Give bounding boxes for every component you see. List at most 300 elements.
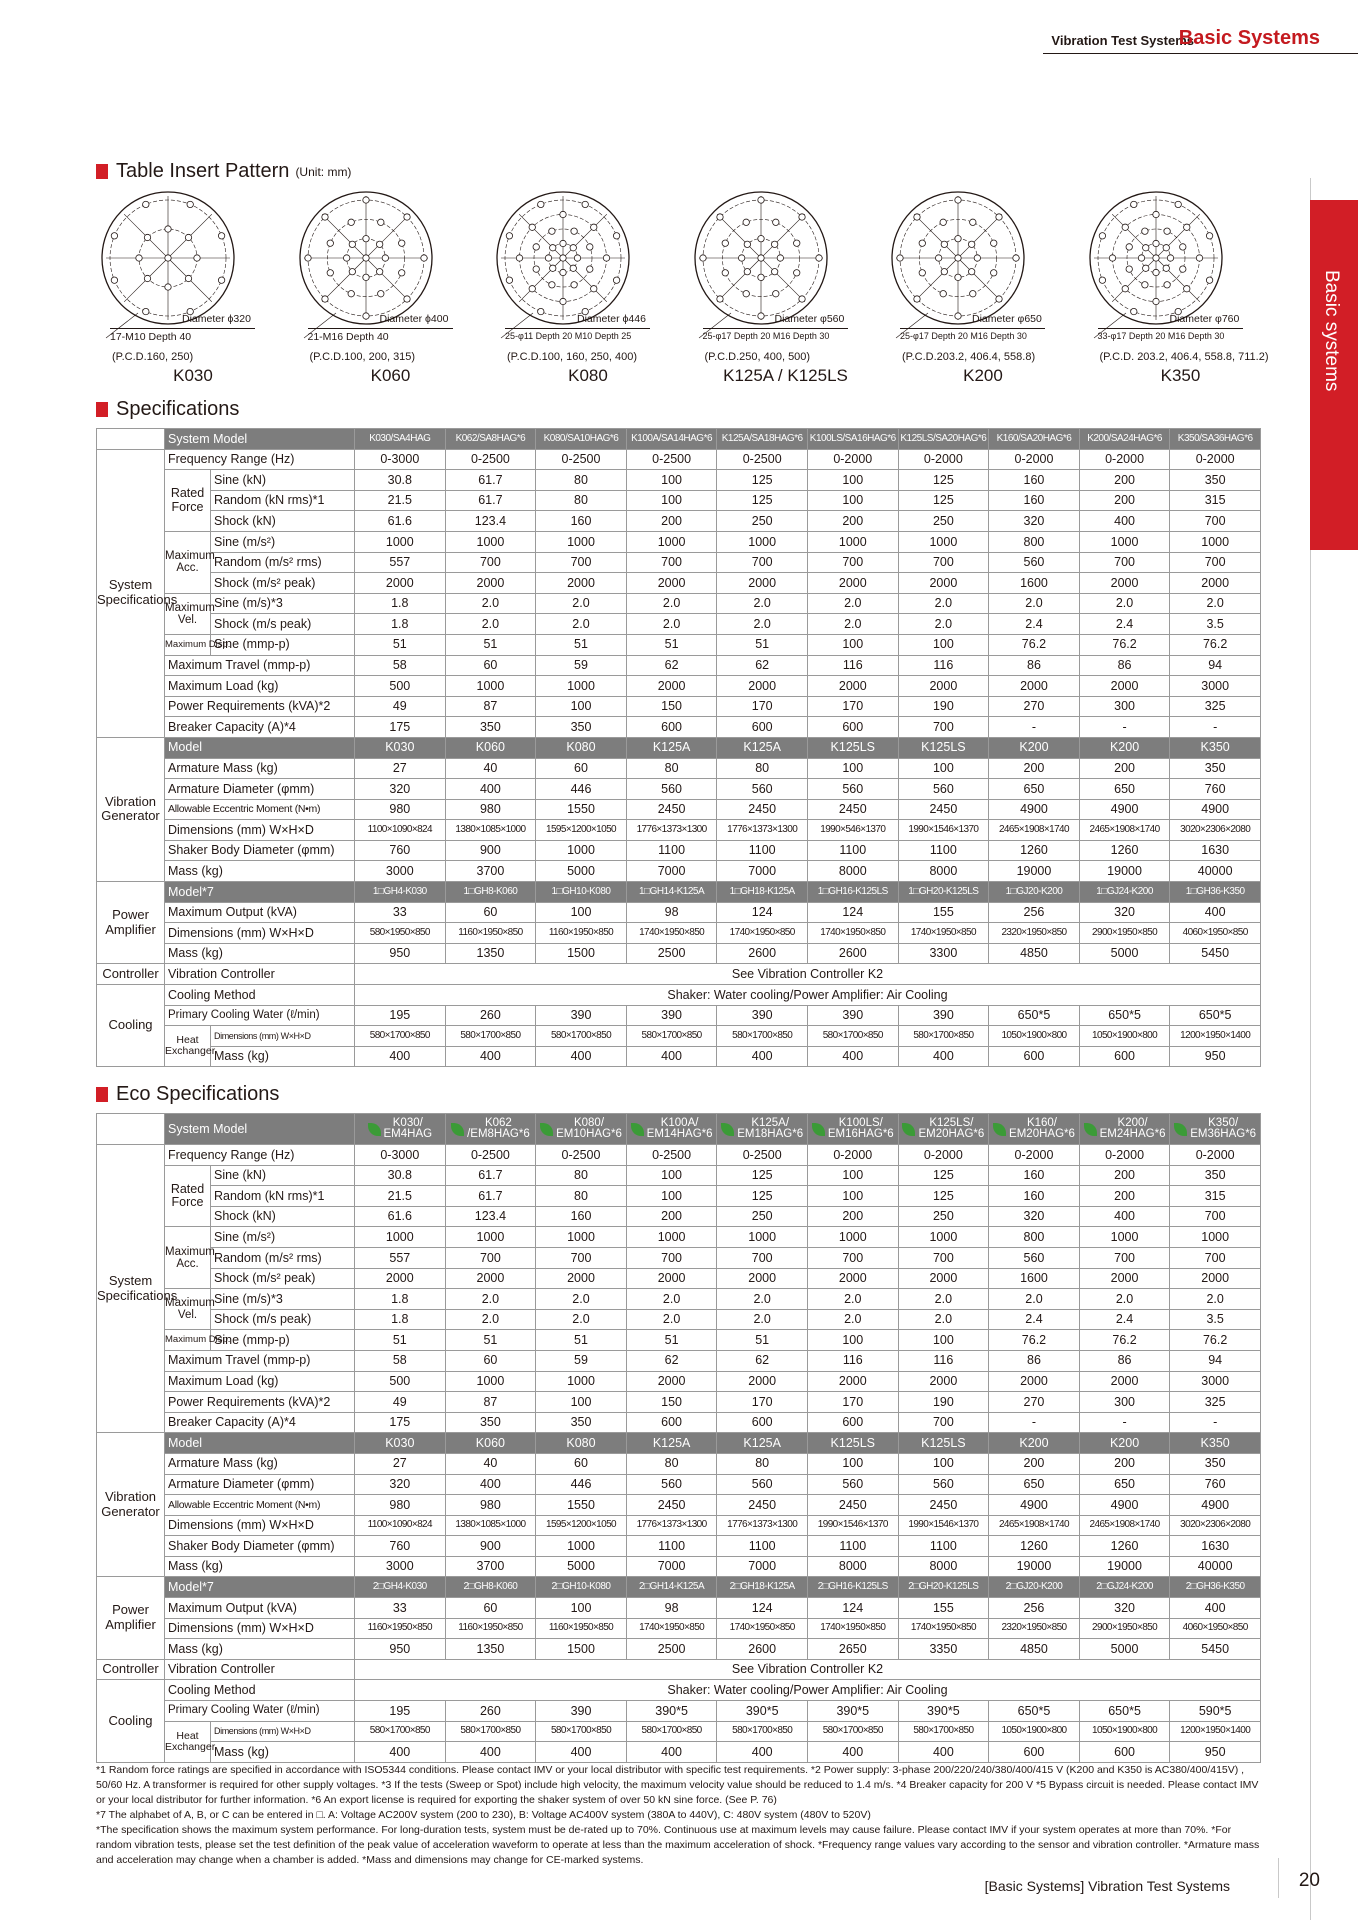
value-cell: 950 bbox=[355, 1639, 446, 1660]
value-cell: 100 bbox=[807, 1453, 898, 1474]
heading-marker bbox=[96, 164, 108, 179]
value-cell: 700 bbox=[1170, 1247, 1261, 1268]
value-cell: 160 bbox=[536, 1206, 627, 1227]
model-line: K030/ bbox=[392, 1116, 423, 1129]
row-label: Sine (m/s²) bbox=[211, 1227, 355, 1248]
category-label: Power Amplifier bbox=[97, 882, 165, 964]
value-cell: 49 bbox=[355, 696, 446, 717]
eco-heading bbox=[96, 1083, 279, 1106]
value-cell: 5450 bbox=[1170, 943, 1261, 964]
table-row bbox=[97, 1046, 1261, 1067]
value-cell: 0-2000 bbox=[1170, 1145, 1261, 1166]
value-cell: 2450 bbox=[807, 1495, 898, 1516]
value-cell: 100 bbox=[536, 696, 627, 717]
value-cell: 86 bbox=[989, 655, 1080, 676]
value-cell: 33 bbox=[355, 902, 446, 923]
category-label: Vibration Generator bbox=[97, 737, 165, 881]
value-cell: 600 bbox=[717, 1412, 808, 1433]
value-cell: 2000 bbox=[807, 676, 898, 697]
table-row bbox=[97, 799, 1261, 820]
value-cell: - bbox=[1170, 717, 1261, 738]
value-cell: 200 bbox=[1079, 1186, 1170, 1207]
value-cell: 1000 bbox=[355, 531, 446, 552]
value-cell: 1776×1373×1300 bbox=[626, 1515, 717, 1536]
value-cell: 3020×2306×2080 bbox=[1170, 820, 1261, 841]
value-cell: 0-2500 bbox=[717, 449, 808, 470]
value-cell: 2600 bbox=[717, 1639, 808, 1660]
value-cell: 200 bbox=[807, 1206, 898, 1227]
value-cell: 86 bbox=[989, 1350, 1080, 1371]
value-cell: 2.4 bbox=[989, 1309, 1080, 1330]
model-header: K160/SA20HAG*6 bbox=[989, 429, 1080, 450]
value-cell: 350 bbox=[1170, 470, 1261, 491]
value-cell: 2000 bbox=[807, 1268, 898, 1289]
row-label: Shaker Body Diameter (φmm) bbox=[165, 1536, 355, 1557]
value-cell: 2.0 bbox=[807, 614, 898, 635]
value-cell: 30.8 bbox=[355, 1165, 446, 1186]
value-cell: 580×1700×850 bbox=[445, 1721, 536, 1742]
table-row bbox=[97, 573, 1261, 594]
value-cell: 0-2500 bbox=[536, 1145, 627, 1166]
row-label: Sine (kN) bbox=[211, 470, 355, 491]
value-cell: 2□GH14-K125A bbox=[626, 1577, 717, 1598]
row-label: Model*7 bbox=[165, 882, 355, 903]
value-cell: 1000 bbox=[445, 1227, 536, 1248]
value-cell: 1□GH20-K125LS bbox=[898, 882, 989, 903]
insert-pattern bbox=[98, 188, 288, 393]
row-label: Dimensions (mm) W×H×D bbox=[211, 1026, 355, 1047]
model-line: EM10HAG*6 bbox=[556, 1128, 622, 1140]
value-cell: 100 bbox=[898, 1330, 989, 1351]
value-cell: 1000 bbox=[626, 531, 717, 552]
value-cell: 0-2500 bbox=[626, 1145, 717, 1166]
value-cell: 1100×1090×824 bbox=[355, 820, 446, 841]
row-label: Allowable Eccentric Moment (N•m) bbox=[165, 799, 355, 820]
value-cell: 116 bbox=[807, 655, 898, 676]
value-cell: 3000 bbox=[1170, 1371, 1261, 1392]
side-tab-label: Basic systems bbox=[1321, 270, 1342, 392]
value-cell: 4900 bbox=[1079, 799, 1170, 820]
insert-pattern bbox=[493, 188, 683, 393]
pattern-bolt-spec: 17-M10 Depth 40 bbox=[110, 328, 255, 343]
table-row bbox=[97, 758, 1261, 779]
category-label: Vibration Generator bbox=[97, 1433, 165, 1577]
value-cell: 256 bbox=[989, 902, 1080, 923]
value-cell: 2450 bbox=[898, 799, 989, 820]
value-cell: 200 bbox=[1079, 758, 1170, 779]
value-cell: 87 bbox=[445, 1392, 536, 1413]
table-row bbox=[97, 1247, 1261, 1268]
value-cell: 2.0 bbox=[536, 1289, 627, 1310]
value-cell: 950 bbox=[355, 943, 446, 964]
row-label: Vibration Controller bbox=[165, 964, 355, 985]
value-cell: 60 bbox=[445, 902, 536, 923]
value-cell: 560 bbox=[989, 552, 1080, 573]
value-cell: 700 bbox=[536, 1247, 627, 1268]
table-row bbox=[97, 1268, 1261, 1289]
value-cell: 350 bbox=[1170, 1453, 1261, 1474]
value-cell: 600 bbox=[989, 1742, 1080, 1763]
value-cell: 80 bbox=[536, 1165, 627, 1186]
row-label: Random (kN rms)*1 bbox=[211, 1186, 355, 1207]
value-cell: 2000 bbox=[445, 1268, 536, 1289]
row-label: Mass (kg) bbox=[165, 943, 355, 964]
value-cell: 2.0 bbox=[898, 1309, 989, 1330]
value-cell: 300 bbox=[1079, 1392, 1170, 1413]
value-cell: K200 bbox=[989, 1433, 1080, 1454]
value-cell: 700 bbox=[445, 1247, 536, 1268]
value-cell: 190 bbox=[898, 1392, 989, 1413]
value-cell: 0-2500 bbox=[717, 1145, 808, 1166]
value-cell: 580×1700×850 bbox=[807, 1026, 898, 1047]
value-cell: 980 bbox=[445, 1495, 536, 1516]
eco-leaf-icon bbox=[1174, 1123, 1187, 1136]
value-cell: 1350 bbox=[445, 1639, 536, 1660]
table-row bbox=[97, 1433, 1261, 1454]
value-cell: 2000 bbox=[1170, 1268, 1261, 1289]
value-cell: 400 bbox=[445, 1742, 536, 1763]
value-cell: 1□GH36-K350 bbox=[1170, 882, 1261, 903]
table-insert-diagram bbox=[691, 188, 831, 328]
table-row bbox=[97, 1453, 1261, 1474]
value-cell: K125LS bbox=[898, 737, 989, 758]
value-cell: 2.0 bbox=[807, 593, 898, 614]
table-row bbox=[97, 634, 1261, 655]
pattern-bolt-spec: 25-φ17 Depth 20 M16 Depth 30 bbox=[900, 328, 1045, 341]
value-cell: 100 bbox=[536, 1392, 627, 1413]
value-cell: 2.0 bbox=[536, 593, 627, 614]
value-cell: 51 bbox=[445, 1330, 536, 1351]
table-row bbox=[97, 1206, 1261, 1227]
row-label: Mass (kg) bbox=[211, 1046, 355, 1067]
value-cell: 98 bbox=[626, 902, 717, 923]
value-cell: 390 bbox=[536, 1701, 627, 1722]
value-cell: 1□GH8-K060 bbox=[445, 882, 536, 903]
value-cell: 49 bbox=[355, 1392, 446, 1413]
table-row bbox=[97, 1618, 1261, 1639]
value-cell: K125LS bbox=[807, 1433, 898, 1454]
model-header: K350/SA36HAG*6 bbox=[1170, 429, 1261, 450]
value-cell: 2□GH10-K080 bbox=[536, 1577, 627, 1598]
value-cell: 58 bbox=[355, 655, 446, 676]
value-cell: 1000 bbox=[536, 1227, 627, 1248]
value-cell: 650 bbox=[989, 1474, 1080, 1495]
value-cell: 650 bbox=[1079, 779, 1170, 800]
table-row bbox=[97, 717, 1261, 738]
row-label: Shock (m/s² peak) bbox=[211, 573, 355, 594]
value-cell: 40000 bbox=[1170, 861, 1261, 882]
value-cell: 62 bbox=[717, 655, 808, 676]
value-cell: 76.2 bbox=[989, 1330, 1080, 1351]
table-row bbox=[97, 1556, 1261, 1577]
insert-pattern bbox=[1086, 188, 1276, 393]
model-header: K125LS/SA20HAG*6 bbox=[898, 429, 989, 450]
value-cell: 560 bbox=[626, 1474, 717, 1495]
value-cell: - bbox=[1079, 717, 1170, 738]
value-cell: 0-2000 bbox=[1170, 449, 1261, 470]
value-cell: 200 bbox=[1079, 470, 1170, 491]
value-cell: 300 bbox=[1079, 696, 1170, 717]
table-row bbox=[97, 1227, 1261, 1248]
value-cell: 700 bbox=[898, 717, 989, 738]
eco-table bbox=[96, 1113, 1261, 1763]
value-cell: 2.0 bbox=[717, 1289, 808, 1310]
value-cell: 315 bbox=[1170, 490, 1261, 511]
model-header: K062/SA8HAG*6 bbox=[445, 429, 536, 450]
row-label: Dimensions (mm) W×H×D bbox=[165, 1618, 355, 1639]
value-cell: 500 bbox=[355, 676, 446, 697]
value-cell: 125 bbox=[898, 1165, 989, 1186]
value-cell: 80 bbox=[626, 758, 717, 779]
value-cell: 2600 bbox=[717, 943, 808, 964]
value-cell: 580×1950×850 bbox=[355, 923, 446, 944]
value-cell: 2000 bbox=[626, 1371, 717, 1392]
value-cell: 1000 bbox=[717, 531, 808, 552]
row-label: Dimensions (mm) W×H×D bbox=[165, 1515, 355, 1536]
value-cell: 1595×1200×1050 bbox=[536, 1515, 627, 1536]
value-cell: 170 bbox=[717, 1392, 808, 1413]
header-rule bbox=[1043, 53, 1358, 54]
value-cell: 1600 bbox=[989, 1268, 1080, 1289]
value-cell: 250 bbox=[717, 511, 808, 532]
value-cell: 0-2500 bbox=[445, 1145, 536, 1166]
value-cell: 1500 bbox=[536, 943, 627, 964]
value-cell: 2000 bbox=[1079, 1371, 1170, 1392]
value-cell: 1.8 bbox=[355, 614, 446, 635]
value-cell: 400 bbox=[807, 1046, 898, 1067]
value-cell: 560 bbox=[717, 1474, 808, 1495]
value-cell: 124 bbox=[807, 902, 898, 923]
value-cell: 100 bbox=[898, 1453, 989, 1474]
value-cell: 200 bbox=[989, 1453, 1080, 1474]
value-cell: 160 bbox=[989, 470, 1080, 491]
value-cell: 2000 bbox=[536, 1268, 627, 1289]
value-cell: 1000 bbox=[536, 676, 627, 697]
value-cell: 320 bbox=[1079, 902, 1170, 923]
row-label: Maximum Load (kg) bbox=[165, 676, 355, 697]
value-cell: 400 bbox=[717, 1742, 808, 1763]
value-cell: 2.0 bbox=[989, 1289, 1080, 1310]
value-cell: 600 bbox=[1079, 1046, 1170, 1067]
table-insert-diagram bbox=[493, 188, 633, 328]
value-cell: 51 bbox=[355, 1330, 446, 1351]
value-cell: 2.0 bbox=[717, 614, 808, 635]
model-line: EM36HAG*6 bbox=[1190, 1128, 1257, 1140]
value-cell: 2.0 bbox=[1170, 593, 1261, 614]
insert-unit: (Unit: mm) bbox=[295, 164, 352, 179]
model-line: EM24HAG*6 bbox=[1099, 1128, 1166, 1140]
table-row bbox=[97, 429, 1261, 450]
value-cell: 170 bbox=[807, 696, 898, 717]
table-row bbox=[97, 1701, 1261, 1722]
table-row bbox=[97, 593, 1261, 614]
value-cell: 3350 bbox=[898, 1639, 989, 1660]
pattern-model: K125A / K125LS bbox=[723, 366, 848, 385]
value-cell: 190 bbox=[898, 696, 989, 717]
value-cell: 2□GH18-K125A bbox=[717, 1577, 808, 1598]
value-cell: 2.0 bbox=[445, 614, 536, 635]
value-cell: 390 bbox=[807, 1005, 898, 1026]
value-cell: 4850 bbox=[989, 943, 1080, 964]
value-cell: 61.6 bbox=[355, 1206, 446, 1227]
value-cell: 2000 bbox=[898, 1371, 989, 1392]
model-header bbox=[1079, 1114, 1170, 1145]
value-cell: 900 bbox=[445, 1536, 536, 1557]
value-cell: 2.0 bbox=[1170, 1289, 1261, 1310]
value-cell: 2000 bbox=[807, 573, 898, 594]
value-cell: 2□GH16-K125LS bbox=[807, 1577, 898, 1598]
model-header: K200/SA24HAG*6 bbox=[1079, 429, 1170, 450]
value-cell: 650 bbox=[1079, 1474, 1170, 1495]
value-cell: 7000 bbox=[626, 861, 717, 882]
value-cell: 1□GJ24-K200 bbox=[1079, 882, 1170, 903]
value-cell: 390*5 bbox=[717, 1701, 808, 1722]
group-label: Maximum Disp. bbox=[165, 1330, 211, 1351]
value-cell: 446 bbox=[536, 779, 627, 800]
model-name bbox=[737, 1118, 803, 1141]
value-cell: 40 bbox=[445, 758, 536, 779]
value-cell: 1000 bbox=[536, 1536, 627, 1557]
value-cell: 100 bbox=[807, 490, 898, 511]
table-row bbox=[97, 1005, 1261, 1026]
row-label: Primary Cooling Water (ℓ/min) bbox=[165, 1701, 355, 1722]
value-cell: 2.0 bbox=[717, 1309, 808, 1330]
value-cell: 980 bbox=[445, 799, 536, 820]
value-cell: 1990×546×1370 bbox=[807, 820, 898, 841]
footnote: *7 The alphabet of A, B, or C can be entered in □. A: Voltage AC200V system (200 to 230), B: Voltage AC400V system (380A to 440V), C: 480V system (480V to 520V) bbox=[96, 1809, 871, 1821]
footer-text: [Basic Systems] Vibration Test Systems bbox=[984, 1878, 1230, 1894]
value-cell: 560 bbox=[898, 779, 989, 800]
value-cell: 950 bbox=[1170, 1742, 1261, 1763]
value-cell: K125A bbox=[626, 737, 717, 758]
model-line: K350/ bbox=[1208, 1116, 1239, 1129]
value-cell: 76.2 bbox=[1079, 634, 1170, 655]
value-cell: 650*5 bbox=[1079, 1701, 1170, 1722]
model-name bbox=[918, 1118, 984, 1141]
value-cell: 62 bbox=[717, 1350, 808, 1371]
value-cell: K125LS bbox=[807, 737, 898, 758]
value-cell: 400 bbox=[536, 1046, 627, 1067]
group-label: Heat Exchanger bbox=[165, 1721, 211, 1762]
value-cell: 1160×1950×850 bbox=[536, 1618, 627, 1639]
value-cell: 100 bbox=[536, 1598, 627, 1619]
value-cell: 390 bbox=[536, 1005, 627, 1026]
header-blank bbox=[97, 429, 165, 450]
value-cell: 2.0 bbox=[536, 1309, 627, 1330]
value-cell: 1050×1900×800 bbox=[989, 1026, 1080, 1047]
value-cell: 195 bbox=[355, 1701, 446, 1722]
value-cell: 8000 bbox=[807, 1556, 898, 1577]
pattern-bolt-spec: 25-φ17 Depth 20 M16 Depth 30 bbox=[703, 328, 848, 341]
value-cell: 2000 bbox=[1079, 676, 1170, 697]
table-row bbox=[97, 1165, 1261, 1186]
row-label: Shock (m/s² peak) bbox=[211, 1268, 355, 1289]
value-cell: 19000 bbox=[989, 1556, 1080, 1577]
value-cell: 760 bbox=[1170, 779, 1261, 800]
value-cell: 560 bbox=[626, 779, 717, 800]
value-cell: 580×1700×850 bbox=[536, 1026, 627, 1047]
value-cell: 51 bbox=[717, 1330, 808, 1351]
value-cell: 51 bbox=[536, 1330, 627, 1351]
table-row bbox=[97, 1026, 1261, 1047]
value-cell: 2450 bbox=[717, 799, 808, 820]
value-cell: 1740×1950×850 bbox=[898, 923, 989, 944]
value-cell: 390 bbox=[898, 1005, 989, 1026]
value-cell: 59 bbox=[536, 655, 627, 676]
model-header bbox=[626, 1114, 717, 1145]
eco-leaf-icon bbox=[902, 1123, 915, 1136]
table-row bbox=[97, 1309, 1261, 1330]
value-cell: 1350 bbox=[445, 943, 536, 964]
value-cell: 60 bbox=[445, 655, 536, 676]
value-cell: 2.0 bbox=[536, 614, 627, 635]
value-cell: K350 bbox=[1170, 737, 1261, 758]
value-cell: K125A bbox=[626, 1433, 717, 1454]
value-cell: 1100 bbox=[807, 1536, 898, 1557]
value-cell: 1000 bbox=[355, 1227, 446, 1248]
value-cell: 760 bbox=[1170, 1474, 1261, 1495]
insert-pattern bbox=[691, 188, 881, 393]
value-cell: 123.4 bbox=[445, 1206, 536, 1227]
value-cell: 270 bbox=[989, 696, 1080, 717]
value-cell: 700 bbox=[1170, 1206, 1261, 1227]
value-cell: 76.2 bbox=[1170, 1330, 1261, 1351]
pattern-pcd: (P.C.D. 203.2, 406.4, 558.8, 711.2) bbox=[1099, 351, 1269, 363]
column-header: System Model bbox=[165, 1114, 355, 1145]
value-cell: 325 bbox=[1170, 696, 1261, 717]
value-cell: 1000 bbox=[898, 1227, 989, 1248]
value-cell: 1260 bbox=[1079, 1536, 1170, 1557]
table-row bbox=[97, 1145, 1261, 1166]
pattern-model: K060 bbox=[370, 366, 411, 385]
value-cell: 600 bbox=[1079, 1742, 1170, 1763]
value-cell: 350 bbox=[536, 1412, 627, 1433]
value-cell: 1740×1950×850 bbox=[626, 923, 717, 944]
row-label: Cooling Method bbox=[165, 1680, 355, 1701]
value-cell: 400 bbox=[445, 1474, 536, 1495]
footnotes bbox=[96, 1763, 1261, 1868]
value-cell: 700 bbox=[898, 1247, 989, 1268]
value-cell: 580×1700×850 bbox=[626, 1721, 717, 1742]
value-cell: 256 bbox=[989, 1598, 1080, 1619]
value-cell: 1100 bbox=[626, 1536, 717, 1557]
value-cell: 61.7 bbox=[445, 490, 536, 511]
value-cell: 2.0 bbox=[626, 1309, 717, 1330]
value-cell: 1160×1950×850 bbox=[445, 923, 536, 944]
value-cell: 2000 bbox=[626, 573, 717, 594]
table-row bbox=[97, 1639, 1261, 1660]
value-cell: 200 bbox=[807, 511, 898, 532]
value-cell: 580×1700×850 bbox=[355, 1026, 446, 1047]
value-cell: 2□GH4-K030 bbox=[355, 1577, 446, 1598]
value-cell: 3700 bbox=[445, 1556, 536, 1577]
value-cell: 2.0 bbox=[807, 1309, 898, 1330]
footnote: *1 Random force ratings are specified in accordance with ISO5344 conditions. Please contact IMV or your local distributor with specific test requirements. *2 Power supply: 3-phase 200/220/240/380/400/415 V (K200 and K350 is AC380/400/415V) , 50/60 Hz. A transformer is required for other supply voltages. *3 If the tests (Sweep or Spot) include high velocity, the maximum velocity value should be reduced to 1.4 m/s. *4 Breaker capacity for 200 V *5 Bypass circuit is needed. Please contact IMV or your local distributor for further information. *6 An export license is required for exporting the shaker system of over 50 kN sine force. (See P. 76) bbox=[96, 1764, 1259, 1806]
table-row bbox=[97, 1474, 1261, 1495]
value-cell: 0-2500 bbox=[445, 449, 536, 470]
value-cell: 60 bbox=[445, 1598, 536, 1619]
table-row bbox=[97, 1577, 1261, 1598]
value-cell: 2465×1908×1740 bbox=[989, 820, 1080, 841]
value-cell: 2000 bbox=[807, 1371, 898, 1392]
value-cell: 2000 bbox=[1079, 573, 1170, 594]
value-cell: 390 bbox=[626, 1005, 717, 1026]
value-cell: 200 bbox=[626, 1206, 717, 1227]
value-cell: 250 bbox=[717, 1206, 808, 1227]
value-cell: 1000 bbox=[1079, 531, 1170, 552]
value-cell: 0-2000 bbox=[1079, 449, 1170, 470]
value-cell: 2.0 bbox=[807, 1289, 898, 1310]
